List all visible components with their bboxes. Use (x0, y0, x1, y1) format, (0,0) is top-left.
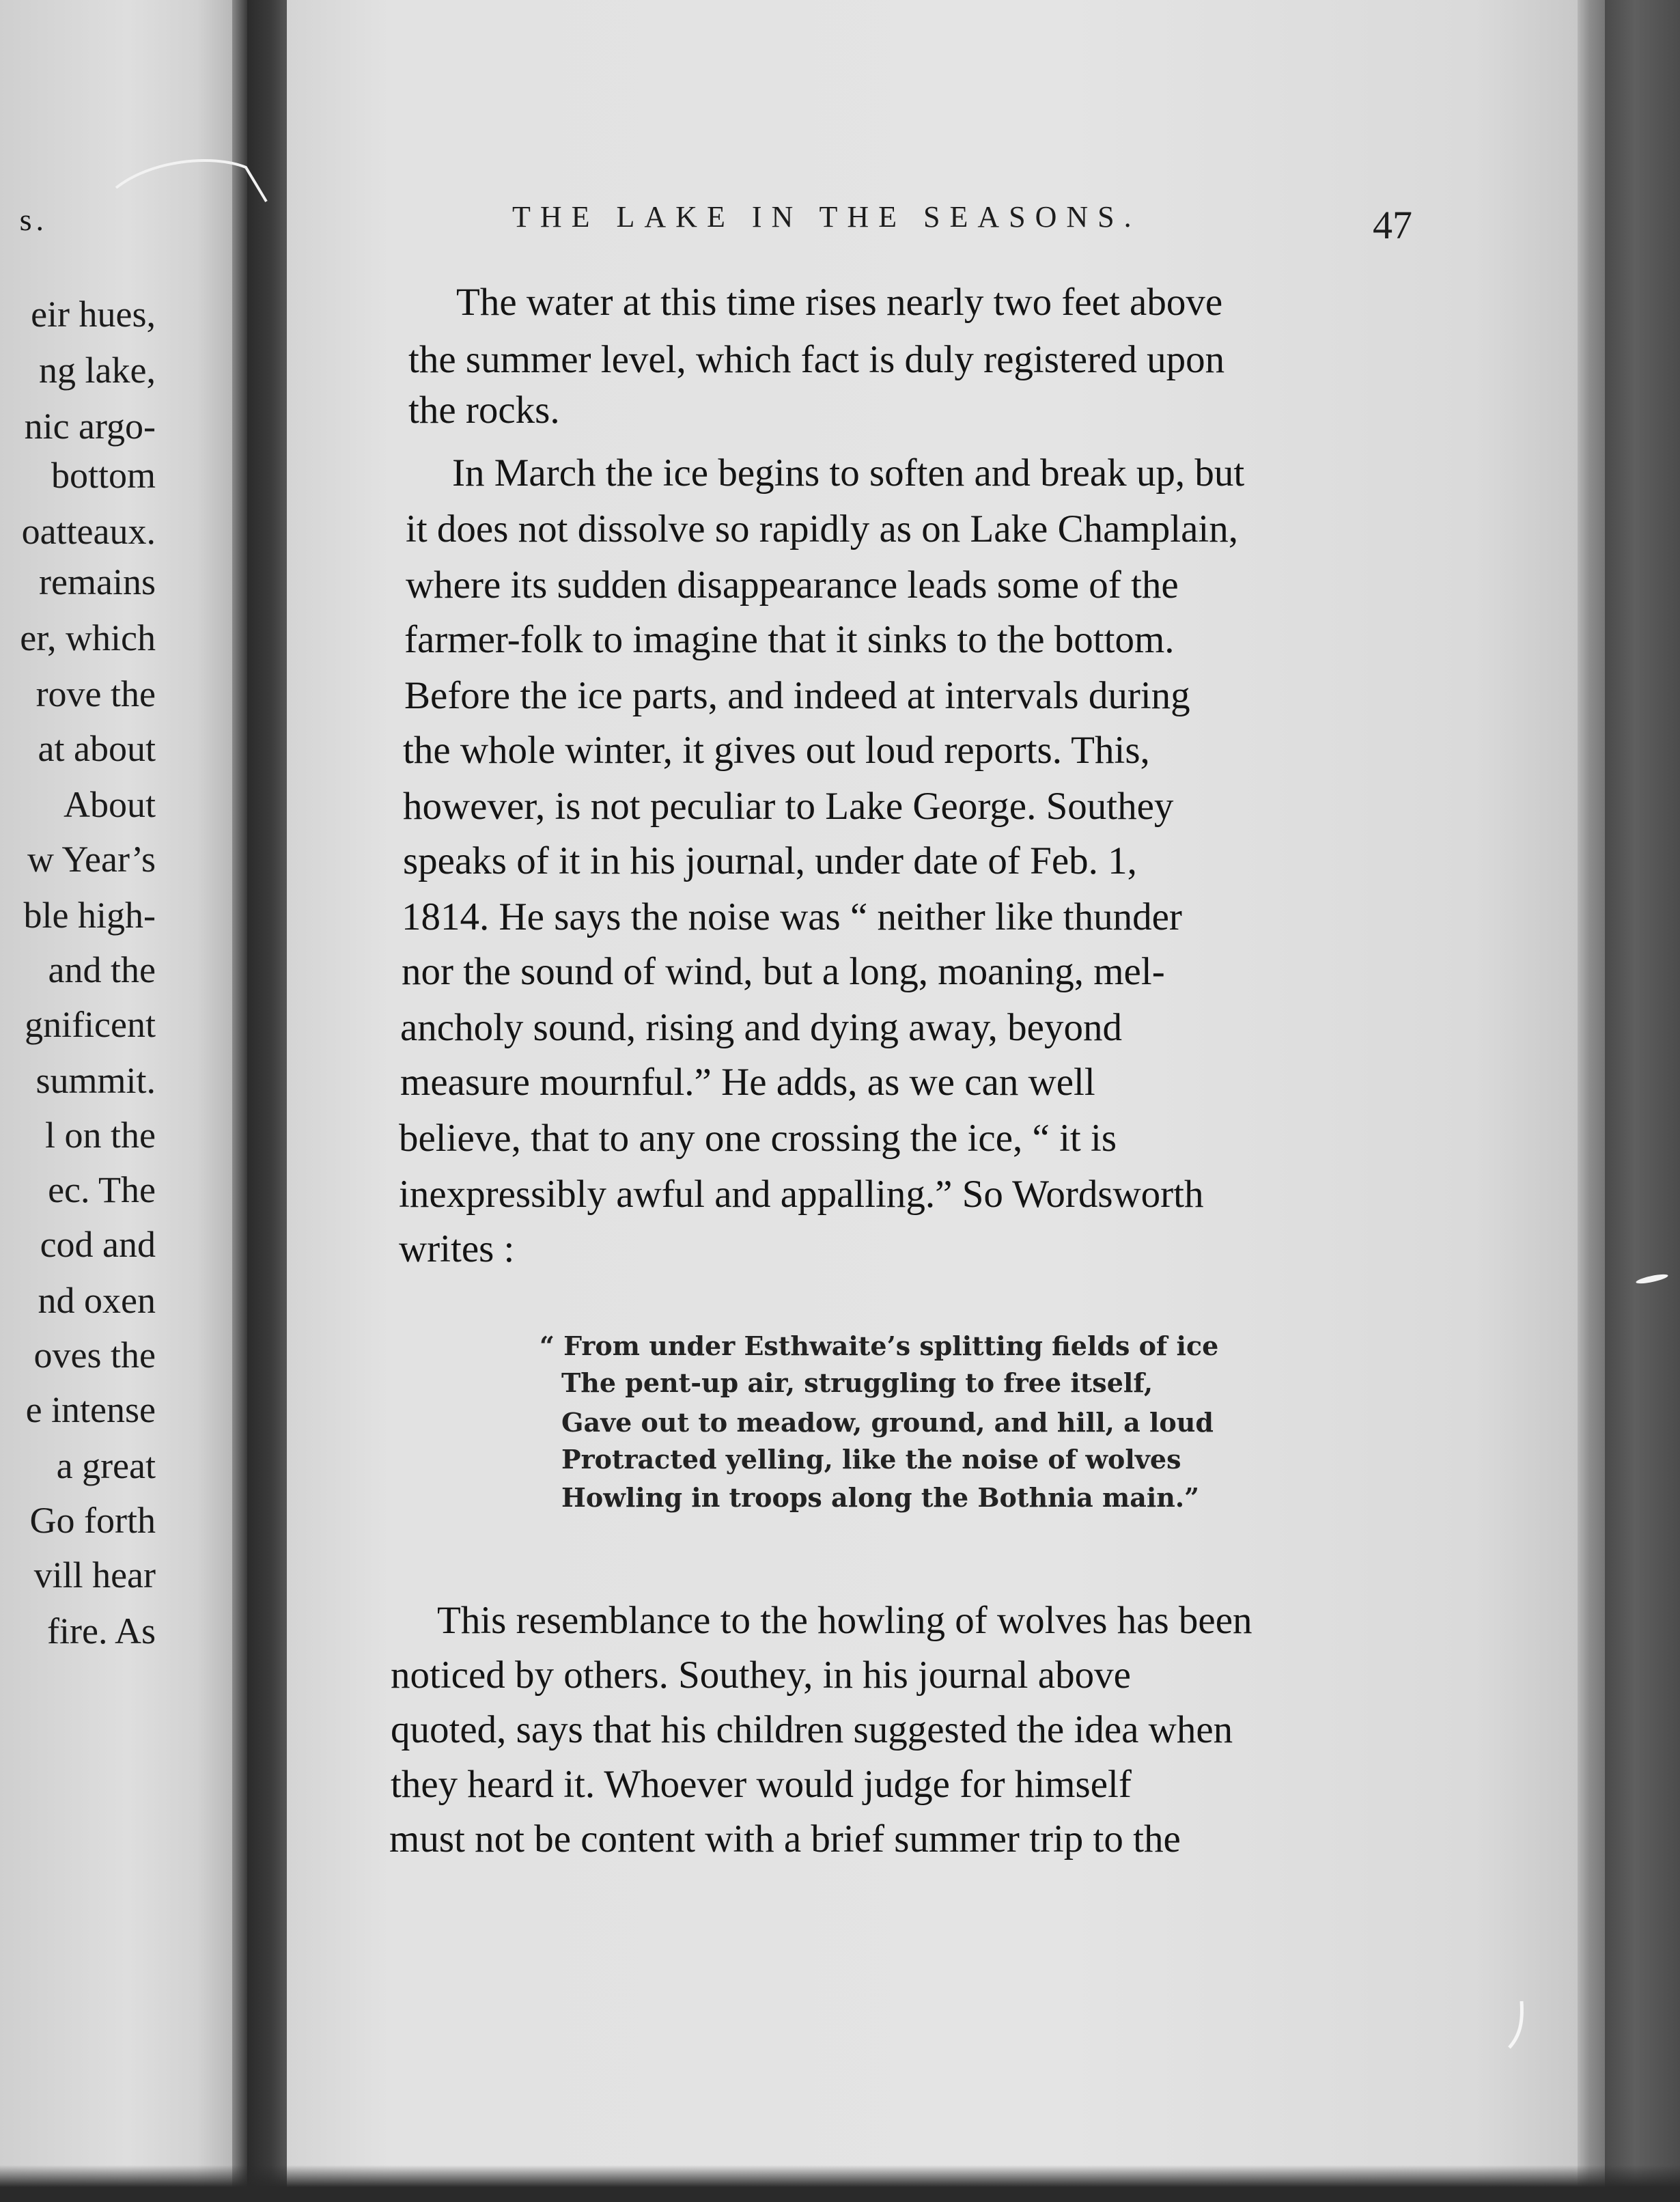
paragraph-1-line: the summer level, which fact is duly registered upon (408, 338, 1225, 381)
left-page-line: oatteaux. (21, 511, 156, 552)
paragraph-2-line: believe, that to any one crossing the ice, “ it is (399, 1117, 1117, 1160)
paragraph-2-line: 1814. He says the noise was “ neither like thunder (402, 895, 1182, 938)
verse-line: “ From under Esthwaite’s splitting fields of ice (540, 1330, 1219, 1361)
paragraph-2-line: the whole winter, it gives out loud reports. This, (403, 729, 1150, 772)
left-page-line: gnificent (25, 1004, 156, 1045)
paragraph-3-line: must not be content with a brief summer trip to the (389, 1817, 1181, 1860)
verse-line: Howling in troops along the Bothnia main.” (561, 1482, 1199, 1513)
left-page-line: at about (38, 728, 156, 769)
paragraph-2-line: however, is not peculiar to Lake George. Southey (403, 785, 1174, 828)
left-page-line: er, which (20, 617, 156, 658)
paragraph-2-line: speaks of it in his journal, under date of Feb. 1, (403, 839, 1137, 882)
paragraph-1-line: The water at this time rises nearly two feet above (456, 281, 1223, 324)
paragraph-2-line: measure mournful.” He adds, as we can well (400, 1061, 1095, 1104)
left-page-line: ec. The (48, 1169, 156, 1210)
left-page-line: rove the (36, 673, 156, 714)
left-page-line: About (64, 784, 156, 825)
running-head: THE LAKE IN THE SEASONS. (512, 200, 1141, 234)
paragraph-2-line: writes : (399, 1227, 515, 1270)
paragraph-2-line: Before the ice parts, and indeed at intervals during (404, 674, 1190, 717)
book-gutter (247, 0, 287, 2202)
paragraph-2-line: inexpressibly awful and appalling.” So Wordsworth (399, 1173, 1204, 1216)
scan-artifact (109, 147, 273, 208)
left-page-line: cod and (40, 1224, 156, 1265)
left-page-line: w Year’s (27, 839, 156, 880)
scan-artifact (1502, 1994, 1530, 2056)
verse-line: Protracted yelling, like the noise of wolves (561, 1444, 1181, 1475)
bottom-shadow (0, 2165, 1680, 2202)
paragraph-2-line: In March the ice begins to soften and break up, but (452, 451, 1245, 494)
left-page-line: eir hues, (31, 294, 156, 335)
paragraph-2-line: ancholy sound, rising and dying away, beyond (400, 1006, 1122, 1049)
left-page-line: vill hear (33, 1555, 156, 1595)
paragraph-3-line: quoted, says that his children suggested the idea when (391, 1708, 1233, 1751)
left-page-line: a great (56, 1445, 156, 1486)
book-cover-board (1605, 0, 1680, 2202)
paragraph-3-line: This resemblance to the howling of wolves has been (437, 1599, 1252, 1642)
left-page-line: and the (48, 949, 156, 990)
left-page-line: bottom (51, 455, 156, 496)
left-page-line: summit. (36, 1060, 156, 1101)
left-page-running-head: s. (19, 202, 48, 237)
paragraph-3-line: noticed by others. Southey, in his journal above (391, 1654, 1131, 1697)
left-page-line: fire. As (47, 1611, 156, 1652)
left-page-line: nd oxen (38, 1280, 156, 1321)
paragraph-1-line: the rocks. (408, 389, 560, 432)
paragraph-2-line: where its sudden disappearance leads some of the (406, 563, 1179, 607)
left-page (0, 0, 232, 2202)
left-page-line: ng lake, (39, 350, 156, 391)
verse-line: The pent-up air, struggling to free itself, (561, 1367, 1153, 1398)
verse-line: Gave out to meadow, ground, and hill, a loud (561, 1407, 1214, 1438)
paragraph-3-line: they heard it. Whoever would judge for himself (391, 1763, 1132, 1806)
left-page-line: l on the (45, 1115, 156, 1156)
left-page-line: e intense (25, 1389, 156, 1430)
left-page-line: Go forth (29, 1500, 156, 1541)
left-page-line: oves the (33, 1335, 156, 1376)
paragraph-2-line: it does not dissolve so rapidly as on Lake Champlain, (406, 507, 1238, 550)
left-page-edge (232, 0, 247, 2202)
paragraph-2-line: farmer-folk to imagine that it sinks to the bottom. (404, 618, 1175, 661)
left-page-line: nic argo- (24, 406, 156, 447)
left-page-line: remains (39, 561, 156, 602)
right-page-edge (1578, 0, 1605, 2202)
left-page-line: ble high- (23, 895, 156, 936)
page-number: 47 (1373, 203, 1412, 247)
paragraph-2-line: nor the sound of wind, but a long, moaning, mel- (402, 950, 1165, 993)
